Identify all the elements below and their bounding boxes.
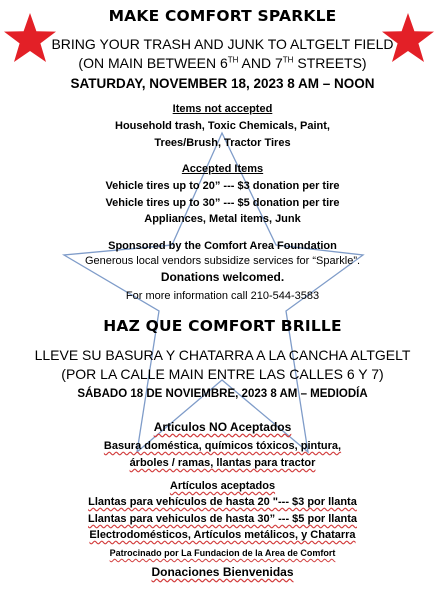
spanish-title: HAZ QUE COMFORT BRILLE [103, 317, 342, 335]
superscript-th: TH [282, 55, 294, 65]
english-donations: Donations welcomed. [160, 270, 285, 284]
spanish-accepted-line3: Electrodomésticos, Artículos metálicos, y Chatarra [89, 529, 356, 541]
english-accepted-line2: Vehicle tires up to 30” --- $5 donation per tire [105, 197, 340, 209]
superscript-th: TH [227, 55, 239, 65]
english-location-line1: BRING YOUR TRASH AND JUNK TO ALTGELT FIELD [51, 36, 394, 52]
spanish-location-line1: LLEVE SU BASURA Y CHATARRA A LA CANCHA ALTGELT [34, 347, 411, 363]
english-location-line2 [0, 56, 445, 71]
english-info-phone: For more information call 210-544-3583 [125, 290, 320, 302]
english-location-line2-pre: (ON MAIN BETWEEN 6 [78, 55, 228, 71]
spanish-sponsor: Patrocinado por La Fundacion de la Area de Comfort [109, 548, 336, 558]
english-not-accepted-line1: Household trash, Toxic Chemicals, Paint, [115, 120, 330, 132]
english-not-accepted-line2: Trees/Brush, Tractor Tires [154, 137, 291, 149]
spanish-not-accepted-line1: Basura doméstica, químicos tóxicos, pintura, [103, 440, 342, 452]
english-vendors: Generous local vendors subsidize services for “Sparkle”. [84, 255, 361, 267]
spanish-date: SÁBADO 18 DE NOVIEMBRE, 2023 8 AM – MEDIODÍA [77, 388, 368, 400]
spanish-location-line2: (POR LA CALLE MAIN ENTRE LAS CALLES 6 Y 7) [61, 366, 384, 382]
english-title: MAKE COMFORT SPARKLE [108, 7, 337, 25]
english-location-line2-post: STREETS) [293, 55, 367, 71]
english-accepted-line1: Vehicle tires up to 20” --- $3 donation per tire [105, 180, 340, 192]
english-date: SATURDAY, NOVEMBER 18, 2023 8 AM – NOON [70, 76, 375, 91]
english-sponsor: Sponsored by the Comfort Area Foundation [108, 240, 337, 252]
spanish-accepted-heading: Artículos aceptados [169, 480, 276, 492]
english-accepted-line3: Appliances, Metal items, Junk [144, 213, 301, 225]
spanish-donations: Donaciones Bienvenidas [151, 565, 294, 579]
english-not-accepted-heading: Items not accepted [172, 103, 273, 115]
spanish-not-accepted-heading: Articulos NO Aceptados [153, 420, 292, 434]
spanish-accepted-line1: Llantas para vehículos de hasta 20 "--- $3 por llanta [88, 496, 357, 508]
spanish-accepted-line2: Llantas para vehiculos de hasta 30” --- $5 por llanta [88, 513, 357, 525]
english-accepted-heading: Accepted Items [181, 163, 264, 175]
spanish-not-accepted-line2: árboles / ramas, llantas para tractor [129, 457, 316, 469]
english-location-line2-mid: AND 7 [238, 55, 283, 71]
